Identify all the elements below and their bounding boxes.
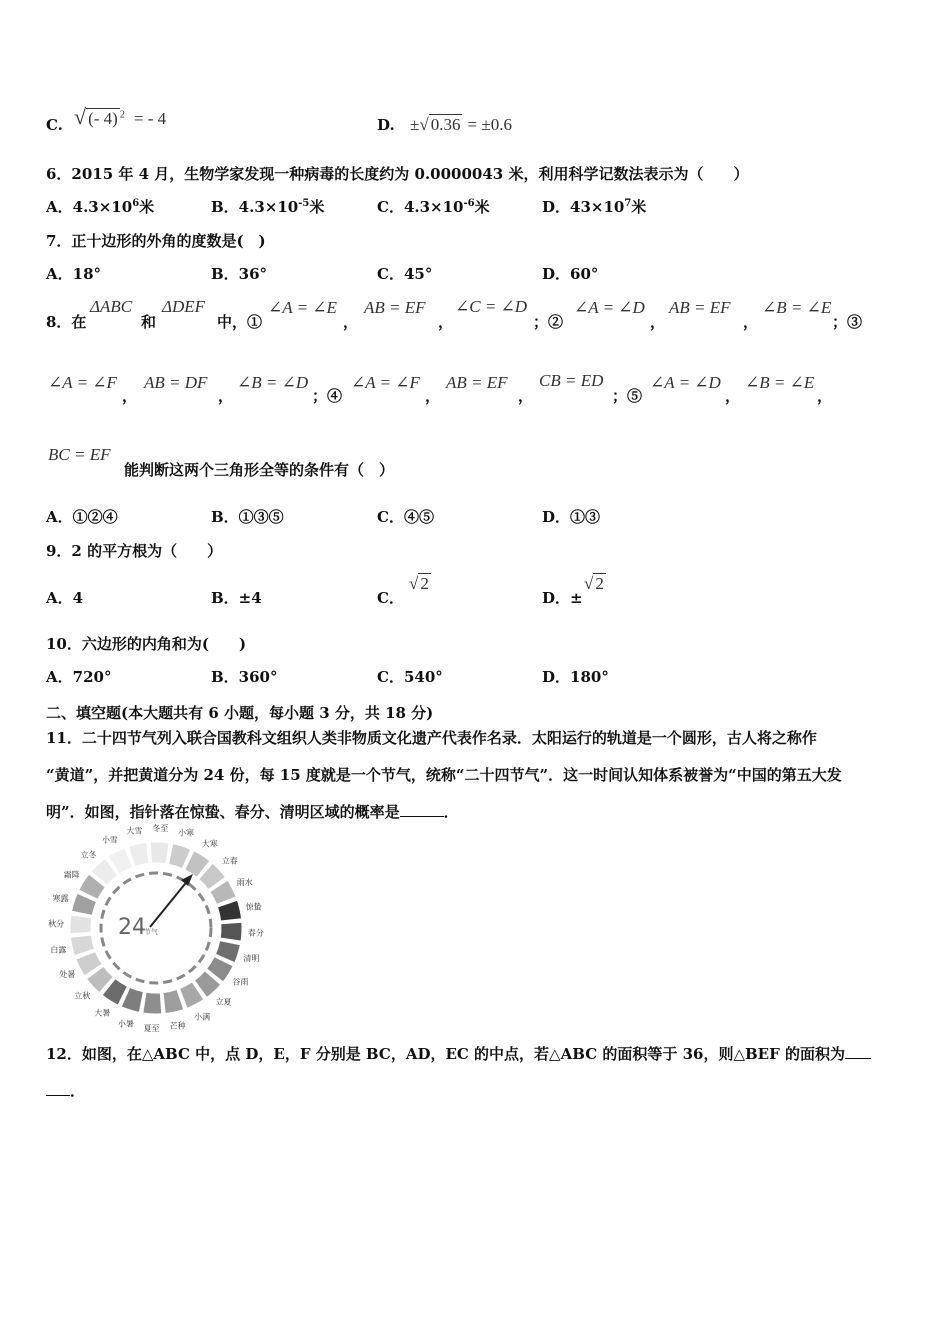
solar-term-label: 小雪 (101, 835, 118, 845)
solar-term-label: 立春 (221, 856, 238, 866)
ring-segment (163, 990, 184, 1014)
q8-cond2-2: AB = EF (669, 298, 731, 317)
q6-b-text: B．4.3×10 (211, 198, 299, 216)
q8-mark-3: ；③ (832, 313, 863, 331)
q6-a-unit: 米 (139, 198, 155, 216)
q7-option-b: B．36° (211, 265, 268, 283)
pointer-needle (150, 879, 189, 927)
q10-stem: 10．六边形的内角和为( ) (46, 635, 247, 653)
ring-segment (150, 842, 169, 864)
q12-line-1-text: 12．如图，在△ABC 中，点 D，E，F 分别是 BC，AD，EC 的中点，若△ABC 的面积等于 36，则△BEF 的面积为 (46, 1045, 845, 1063)
q11-line-3 (46, 801, 459, 822)
q11-line-2: “黄道”，并把黄道分为 24 份，每 15 度就是一个节气，统称“二十四节气”．这一时间认知体系被誉为“中国的第五大发 (46, 766, 842, 784)
q8-option-c: C．④⑤ (377, 508, 434, 526)
ring-segment (71, 935, 95, 956)
q8-zhong: 中，① (217, 313, 263, 331)
solar-term-label: 大寒 (201, 839, 218, 849)
ring-segment (220, 922, 242, 941)
q8-cond4-2: AB = EF (446, 373, 508, 392)
q9-option-d-label: D．± (542, 589, 583, 607)
q8-cond5-2: ∠B = ∠E (745, 373, 815, 392)
q6-d-text: D．43×10 (542, 198, 625, 216)
q8-cond4-1: ∠A = ∠F (351, 373, 420, 392)
q8-mark-4: ；④ (312, 387, 343, 405)
ring-segment (70, 915, 92, 934)
q6-c-exp: -6 (463, 198, 475, 209)
solar-term-label: 小寒 (178, 828, 195, 838)
q9-c-radicand: 2 (420, 574, 429, 593)
q8-cond2-1: ∠A = ∠D (574, 298, 645, 317)
q8-cond1-2: AB = EF (364, 298, 426, 317)
q8-mark-5: ；⑤ (612, 387, 643, 405)
q8-cond3-1: ∠A = ∠F (48, 373, 117, 392)
q5-d-radicand: 0.36 (430, 115, 461, 134)
q8-cond4-3: CB = ED (539, 371, 604, 390)
solar-term-label: 立夏 (215, 997, 232, 1007)
solar-term-label: 春分 (247, 928, 264, 938)
q11-line-3-end: ． (443, 803, 459, 821)
q9-option-d-root: √ 2 (584, 574, 604, 593)
q12-line-2-end: ． (70, 1082, 86, 1100)
q8-comma: ， (438, 313, 454, 331)
q8-comma: ， (343, 313, 359, 331)
q5-option-c-formula: √ (- 4) $^2$ = - 4 (74, 104, 167, 129)
q8-comma: ， (817, 387, 833, 405)
q8-cond1-1: ∠A = ∠E (268, 298, 337, 317)
q6-c-unit: 米 (474, 198, 490, 216)
q5-c-exponent: 2 (119, 109, 125, 121)
q7-option-c: C．45° (377, 265, 433, 283)
q5-d-pm: ± (410, 115, 420, 134)
q8-comma: ， (650, 313, 666, 331)
q9-stem: 9．2 的平方根为（ ） (46, 542, 223, 560)
solar-term-label: 寒露 (52, 893, 69, 903)
solar-term-label: 秋分 (48, 919, 65, 929)
q10-option-a: A．720° (46, 668, 112, 686)
q8-triangle-abc: ΔABC (90, 297, 133, 316)
q6-b-exp: -5 (298, 198, 310, 209)
section-2-title: 二、填空题(本大题共有 6 小题，每小题 3 分，共 18 分) (46, 704, 434, 722)
solar-term-label: 小暑 (117, 1019, 134, 1029)
q12-answer-blank-2 (46, 1095, 70, 1096)
ring-segment (143, 992, 162, 1014)
solar-term-label: 白露 (50, 945, 67, 955)
solar-terms-figure (40, 824, 280, 1033)
q8-comma: ， (122, 387, 138, 405)
q12-line-1 (46, 1043, 871, 1064)
q8-comma: ， (518, 387, 534, 405)
solar-term-label: 处暑 (59, 970, 76, 980)
solar-term-label: 冬至 (152, 824, 169, 834)
q8-triangle-def: ΔDEF (162, 297, 206, 316)
q6-d-exp: 7 (624, 198, 632, 209)
q8-comma: ， (743, 313, 759, 331)
solar-term-label: 惊蛰 (245, 902, 262, 912)
q11-answer-blank (400, 816, 444, 817)
q8-cond2-3: ∠B = ∠E (762, 298, 832, 317)
q12-line-2 (46, 1080, 85, 1101)
q11-line-3-text: 明”．如图，指针落在惊蛰、春分、清明区域的概率是 (46, 803, 400, 821)
ring-segment (128, 843, 149, 867)
q12-answer-blank-1 (845, 1058, 871, 1059)
q6-option-c (377, 196, 490, 217)
q8-cond5-3: BC = EF (48, 445, 111, 464)
q6-b-unit: 米 (309, 198, 325, 216)
q8-option-b: B．①③⑤ (211, 508, 284, 526)
q8-prefix: 8．在 (46, 313, 87, 331)
q5-d-rhs: = ±0.6 (467, 115, 512, 134)
q9-option-a: A．4 (46, 589, 84, 607)
q8-and: 和 (141, 313, 157, 331)
solar-term-label: 谷雨 (232, 977, 249, 987)
q9-option-c-root: √ 2 (409, 574, 429, 593)
q6-a-exp: 6 (132, 198, 140, 209)
q11-line-1: 11．二十四节气列入联合国教科文组织人类非物质文化遗产代表作名录．太阳运行的轨道是一个圆形，古人将之称作 (46, 729, 817, 747)
q9-option-b: B．±4 (211, 589, 262, 607)
q10-option-d: D．180° (542, 668, 609, 686)
q5-c-radicand: (- 4) (88, 109, 118, 128)
q8-option-d: D．①③ (542, 508, 601, 526)
q6-option-a (46, 196, 154, 217)
q8-comma: ， (725, 387, 741, 405)
q5-option-c-label: C. (46, 116, 63, 134)
q6-a-text: A．4.3×10 (46, 198, 133, 216)
q8-cond5-1: ∠A = ∠D (650, 373, 721, 392)
q5-option-d-formula: ±√ 0.36 = ±0.6 (410, 115, 512, 134)
solar-term-label: 夏至 (143, 1023, 160, 1033)
q10-option-b: B．360° (211, 668, 278, 686)
q6-c-text: C．4.3×10 (377, 198, 464, 216)
solar-term-label: 霜降 (63, 870, 80, 880)
solar-term-label: 清明 (243, 954, 260, 964)
ring-segment (218, 900, 242, 921)
q7-option-d: D．60° (542, 265, 599, 283)
q6-option-b (211, 196, 324, 217)
figure-center-number: 24 (118, 915, 146, 940)
q8-comma: ， (425, 387, 441, 405)
q6-option-d (542, 196, 646, 217)
q9-d-radicand: 2 (595, 574, 604, 593)
figure-center-sub: 节气 (144, 928, 158, 936)
solar-term-label: 雨水 (236, 877, 253, 887)
q7-option-a: A．18° (46, 265, 102, 283)
solar-term-label: 立秋 (74, 991, 91, 1001)
solar-term-label: 芒种 (169, 1021, 186, 1031)
solar-term-label: 大雪 (126, 826, 143, 836)
q8-mark-2: ；② (533, 313, 564, 331)
q6-stem: 6．2015 年 4 月，生物学家发现一种病毒的长度约为 0.0000043 米，利用科学记数法表示为（ ） (46, 165, 749, 183)
q5-c-rhs: = - 4 (133, 109, 167, 128)
q8-cond3-3: ∠B = ∠D (237, 373, 309, 392)
q8-cond1-3: ∠C = ∠D (455, 297, 528, 316)
q8-comma: ， (218, 387, 234, 405)
q9-option-c-label: C． (377, 589, 404, 607)
q8-cond3-2: AB = DF (144, 373, 208, 392)
q5-option-d-label: D. (377, 116, 395, 134)
solar-term-label: 小满 (194, 1012, 211, 1022)
q7-stem: 7．正十边形的外角的度数是( ) (46, 232, 266, 250)
solar-term-label: 大暑 (94, 1008, 111, 1018)
q10-option-c: C．540° (377, 668, 443, 686)
q6-d-unit: 米 (631, 198, 647, 216)
q8-tail: 能判断这两个三角形全等的条件有（ ） (124, 461, 395, 479)
solar-term-label: 立冬 (80, 850, 97, 860)
q8-option-a: A．①②④ (46, 508, 118, 526)
